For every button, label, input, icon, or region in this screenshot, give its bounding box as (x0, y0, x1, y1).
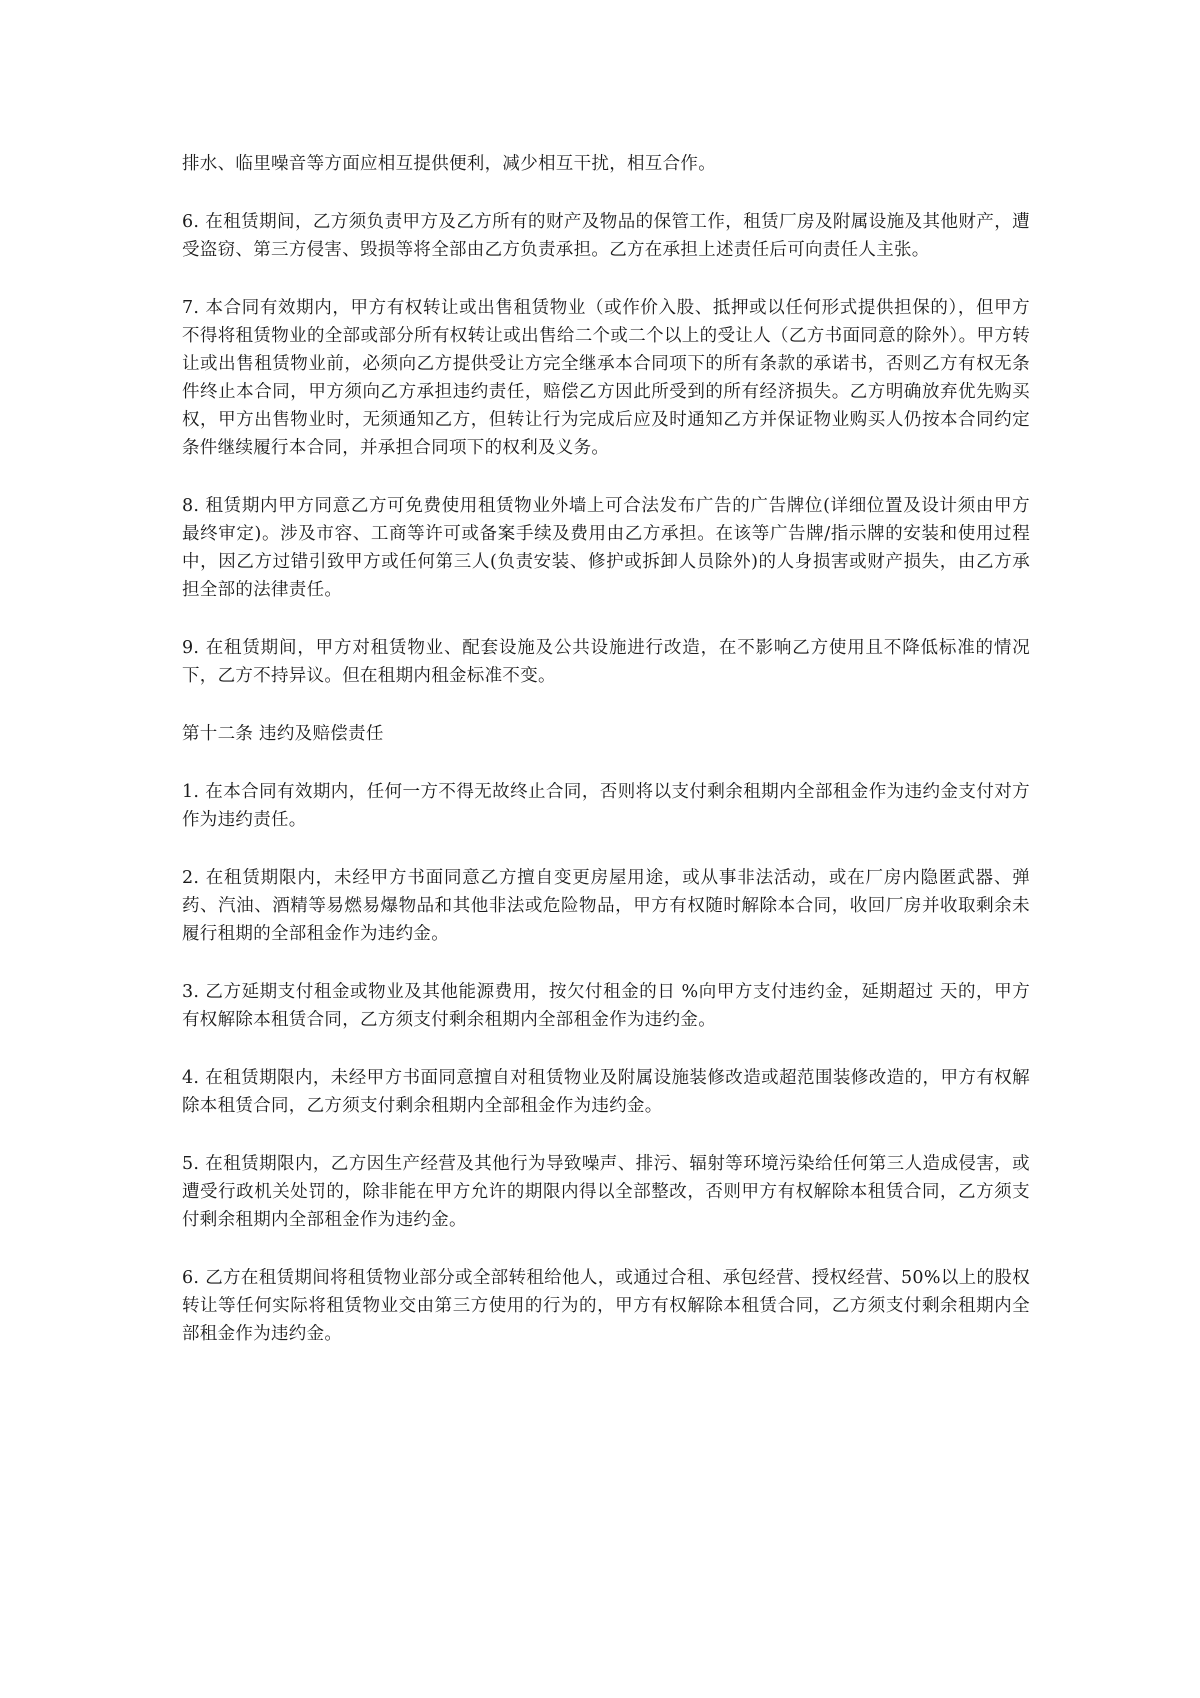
paragraph-breach-4: 4. 在租赁期限内，未经甲方书面同意擅自对租赁物业及附属设施装修改造或超范围装修改造的，甲方有权解除本租赁合同，乙方须支付剩余租期内全部租金作为违约金。 (182, 1068, 1030, 1116)
paragraph-breach-3: 3. 乙方延期支付租金或物业及其他能源费用，按欠付租金的日 %向甲方支付违约金，延期超过 天的，甲方有权解除本租赁合同，乙方须支付剩余租期内全部租金作为违约金。 (182, 982, 1030, 1030)
paragraph-breach-6: 6. 乙方在租赁期间将租赁物业部分或全部转租给他人，或通过合租、承包经营、授权经营、50%以上的股权转让等任何实际将租赁物业交由第三方使用的行为的，甲方有权解除本租赁合同，乙方须支付剩余租期内全部租金作为违约金。 (182, 1268, 1030, 1344)
paragraph-breach-5: 5. 在租赁期限内，乙方因生产经营及其他行为导致噪声、排污、辐射等环境污染给任何第三人造成侵害，或遭受行政机关处罚的，除非能在甲方允许的期限内得以全部整改，否则甲方有权解除本租赁合同，乙方须支付剩余租期内全部租金作为违约金。 (182, 1154, 1030, 1230)
document-body (182, 150, 1030, 1378)
paragraph-drainage-cooperation: 排水、临里噪音等方面应相互提供便利，减少相互干扰，相互合作。 (182, 154, 716, 174)
paragraph-clause-7-transfer: 7. 本合同有效期内，甲方有权转让或出售租赁物业（或作价入股、抵押或以任何形式提供担保的），但甲方不得将租赁物业的全部或部分所有权转让或出售给二个或二个以上的受让人（乙方书面同意的除外）。甲方转让或出售租赁物业前，必须向乙方提供受让方完全继承本合同项下的所有条款的承诺书，否则乙方有权无条件终止本合同，甲方须向乙方承担违约责任，赔偿乙方因此所受到的所有经济损失。乙方明确放弃优先购买权，甲方出售物业时，无须通知乙方，但转让行为完成后应及时通知乙方并保证物业购买人仍按本合同约定条件继续履行本合同，并承担合同项下的权利及义务。 (182, 298, 1030, 458)
paragraph-clause-8-billboard: 8. 租赁期内甲方同意乙方可免费使用租赁物业外墙上可合法发布广告的广告牌位(详细位置及设计须由甲方最终审定)。涉及市容、工商等许可或备案手续及费用由乙方承担。在该等广告牌/指示牌的安装和使用过程中，因乙方过错引致甲方或任何第三人(负责安装、修护或拆卸人员除外)的人身损害或财产损失，由乙方承担全部的法律责任。 (182, 496, 1030, 600)
paragraph-clause-6-property-custody: 6. 在租赁期间，乙方须负责甲方及乙方所有的财产及物品的保管工作，租赁厂房及附属设施及其他财产，遭受盗窃、第三方侵害、毁损等将全部由乙方负责承担。乙方在承担上述责任后可向责任人主张。 (182, 212, 1030, 260)
paragraph-breach-1: 1. 在本合同有效期内，任何一方不得无故终止合同，否则将以支付剩余租期内全部租金作为违约金支付对方作为违约责任。 (182, 782, 1030, 830)
section-heading-article-12: 第十二条 违约及赔偿责任 (182, 724, 384, 744)
paragraph-breach-2: 2. 在租赁期限内，未经甲方书面同意乙方擅自变更房屋用途，或从事非法活动，或在厂房内隐匿武器、弹药、汽油、酒精等易燃易爆物品和其他非法或危险物品，甲方有权随时解除本合同，收回厂房并收取剩余未履行租期的全部租金作为违约金。 (182, 868, 1030, 944)
paragraph-clause-9-renovation: 9. 在租赁期间，甲方对租赁物业、配套设施及公共设施进行改造，在不影响乙方使用且不降低标准的情况下，乙方不持异议。但在租期内租金标准不变。 (182, 638, 1030, 686)
